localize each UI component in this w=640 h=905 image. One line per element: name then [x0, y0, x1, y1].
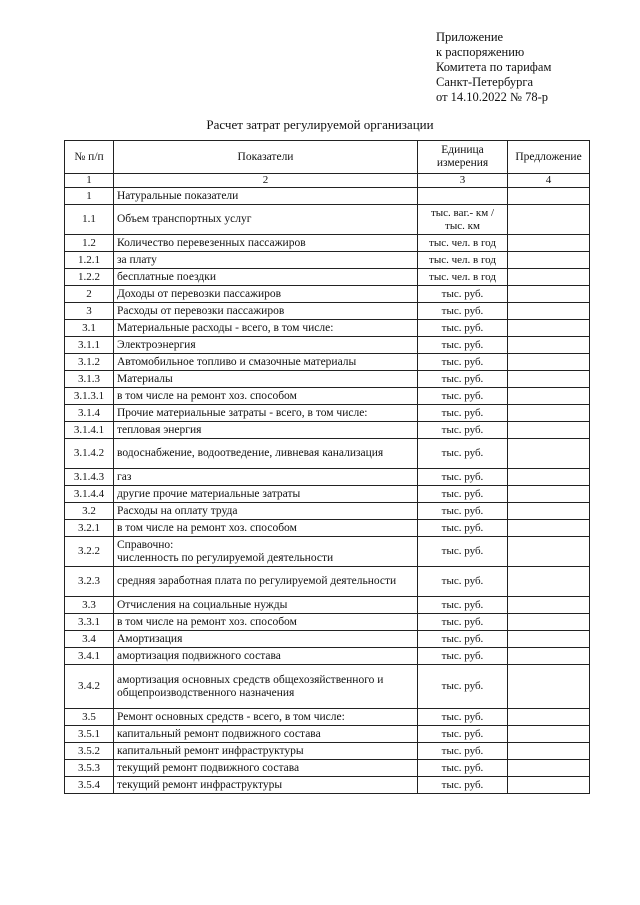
row-indicator: Расходы от перевозки пассажиров	[114, 303, 418, 320]
column-header-number: № п/п	[65, 141, 114, 174]
table-row	[65, 537, 590, 567]
row-indicator: Отчисления на социальные нужды	[114, 597, 418, 614]
row-unit: тыс. руб.	[418, 709, 508, 726]
row-indicator: Доходы от перевозки пассажиров	[114, 286, 418, 303]
row-unit: тыс. руб.	[418, 469, 508, 486]
row-proposal	[508, 188, 590, 205]
row-unit: тыс. руб.	[418, 614, 508, 631]
row-unit: тыс. руб.	[418, 286, 508, 303]
row-unit: тыс. руб.	[418, 486, 508, 503]
table-row	[65, 520, 590, 537]
row-indicator: амортизация основных средств общехозяйственного и общепроизводственного назначения	[114, 665, 418, 709]
row-number: 3.4	[65, 631, 114, 648]
table-row	[65, 320, 590, 337]
row-unit: тыс. руб.	[418, 743, 508, 760]
row-proposal	[508, 665, 590, 709]
table-row	[65, 648, 590, 665]
row-proposal	[508, 614, 590, 631]
row-unit: тыс. чел. в год	[418, 252, 508, 269]
table-row	[65, 469, 590, 486]
row-unit: тыс. ваг.- км / тыс. км	[418, 205, 508, 235]
row-unit: тыс. руб.	[418, 760, 508, 777]
row-number: 3.5.1	[65, 726, 114, 743]
table-row	[65, 303, 590, 320]
row-indicator: Объем транспортных услуг	[114, 205, 418, 235]
row-proposal	[508, 405, 590, 422]
table-row	[65, 371, 590, 388]
table-row	[65, 388, 590, 405]
table-row	[65, 205, 590, 235]
row-proposal	[508, 709, 590, 726]
row-proposal	[508, 503, 590, 520]
row-indicator: Амортизация	[114, 631, 418, 648]
row-number: 3.5	[65, 709, 114, 726]
row-indicator: водоснабжение, водоотведение, ливневая канализация	[114, 439, 418, 469]
row-number: 3	[65, 303, 114, 320]
row-indicator: другие прочие материальные затраты	[114, 486, 418, 503]
row-proposal	[508, 726, 590, 743]
row-indicator: Справочно: численность по регулируемой деятельности	[114, 537, 418, 567]
row-indicator: амортизация подвижного состава	[114, 648, 418, 665]
table-row	[65, 439, 590, 469]
row-unit: тыс. руб.	[418, 777, 508, 794]
row-indicator: в том числе на ремонт хоз. способом	[114, 520, 418, 537]
row-indicator: бесплатные поездки	[114, 269, 418, 286]
row-number: 3.3.1	[65, 614, 114, 631]
table-row	[65, 188, 590, 205]
row-number: 3.1.2	[65, 354, 114, 371]
row-proposal	[508, 252, 590, 269]
row-proposal	[508, 337, 590, 354]
row-proposal	[508, 567, 590, 597]
cost-table	[64, 140, 590, 794]
row-number: 3.1.4.3	[65, 469, 114, 486]
row-proposal	[508, 205, 590, 235]
row-indicator: Материалы	[114, 371, 418, 388]
row-number: 3.5.3	[65, 760, 114, 777]
row-number: 3.1.4.1	[65, 422, 114, 439]
row-indicator: в том числе на ремонт хоз. способом	[114, 614, 418, 631]
table-row	[65, 235, 590, 252]
row-unit: тыс. руб.	[418, 503, 508, 520]
table-row	[65, 743, 590, 760]
row-proposal	[508, 320, 590, 337]
row-unit	[418, 188, 508, 205]
column-header-indicator: Показатели	[114, 141, 418, 174]
column-number-row	[65, 174, 590, 188]
table-row	[65, 503, 590, 520]
table-header-row	[65, 141, 590, 174]
row-indicator: Натуральные показатели	[114, 188, 418, 205]
row-number: 1.2.1	[65, 252, 114, 269]
header-line: Комитета по тарифам	[436, 60, 552, 74]
row-unit: тыс. руб.	[418, 597, 508, 614]
row-number: 3.2	[65, 503, 114, 520]
row-indicator: текущий ремонт инфраструктуры	[114, 777, 418, 794]
table-row	[65, 405, 590, 422]
row-indicator: Прочие материальные затраты - всего, в том числе:	[114, 405, 418, 422]
column-header-unit: Единица измерения	[418, 141, 508, 174]
table-row	[65, 422, 590, 439]
row-proposal	[508, 631, 590, 648]
approval-header	[436, 30, 551, 105]
row-number: 3.1.4.2	[65, 439, 114, 469]
row-indicator: газ	[114, 469, 418, 486]
row-number: 3.2.2	[65, 537, 114, 567]
row-number: 1.2	[65, 235, 114, 252]
row-proposal	[508, 303, 590, 320]
row-indicator: Материальные расходы - всего, в том числе:	[114, 320, 418, 337]
row-unit: тыс. руб.	[418, 648, 508, 665]
table-row	[65, 486, 590, 503]
row-unit: тыс. чел. в год	[418, 235, 508, 252]
row-unit: тыс. руб.	[418, 320, 508, 337]
row-proposal	[508, 537, 590, 567]
row-proposal	[508, 388, 590, 405]
row-number: 3.1.3	[65, 371, 114, 388]
row-indicator: Количество перевезенных пассажиров	[114, 235, 418, 252]
row-indicator: Ремонт основных средств - всего, в том числе:	[114, 709, 418, 726]
table-row	[65, 631, 590, 648]
table-row	[65, 269, 590, 286]
header-line: Приложение	[436, 30, 504, 44]
row-unit: тыс. чел. в год	[418, 269, 508, 286]
header-line: от 14.10.2022 № 78-р	[436, 90, 549, 104]
row-proposal	[508, 469, 590, 486]
row-number: 3.5.2	[65, 743, 114, 760]
row-proposal	[508, 486, 590, 503]
row-number: 3.4.2	[65, 665, 114, 709]
row-proposal	[508, 760, 590, 777]
row-unit: тыс. руб.	[418, 303, 508, 320]
row-proposal	[508, 286, 590, 303]
table-row	[65, 567, 590, 597]
row-indicator: текущий ремонт подвижного состава	[114, 760, 418, 777]
row-number: 3.5.4	[65, 777, 114, 794]
row-proposal	[508, 235, 590, 252]
row-unit: тыс. руб.	[418, 631, 508, 648]
table-body	[65, 188, 590, 794]
header-line: Санкт-Петербурга	[436, 75, 534, 89]
column-header-proposal: Предложение	[508, 141, 590, 174]
row-indicator: средняя заработная плата по регулируемой деятельности	[114, 567, 418, 597]
row-proposal	[508, 439, 590, 469]
table-row	[65, 726, 590, 743]
row-number: 3.1	[65, 320, 114, 337]
document-title: Расчет затрат регулируемой организации	[206, 117, 434, 132]
row-indicator: тепловая энергия	[114, 422, 418, 439]
row-unit: тыс. руб.	[418, 422, 508, 439]
header-line: к распоряжению	[436, 45, 525, 59]
table-row	[65, 709, 590, 726]
row-number: 2	[65, 286, 114, 303]
row-number: 3.2.1	[65, 520, 114, 537]
table-row	[65, 252, 590, 269]
row-proposal	[508, 354, 590, 371]
row-unit: тыс. руб.	[418, 371, 508, 388]
column-number: 1	[65, 174, 114, 188]
row-number: 1.2.2	[65, 269, 114, 286]
row-indicator: за плату	[114, 252, 418, 269]
column-number: 2	[114, 174, 418, 188]
row-indicator: капитальный ремонт инфраструктуры	[114, 743, 418, 760]
row-unit: тыс. руб.	[418, 537, 508, 567]
row-number: 3.1.4	[65, 405, 114, 422]
row-unit: тыс. руб.	[418, 665, 508, 709]
row-unit: тыс. руб.	[418, 388, 508, 405]
row-number: 1.1	[65, 205, 114, 235]
column-number: 4	[508, 174, 590, 188]
row-proposal	[508, 520, 590, 537]
row-number: 3.1.3.1	[65, 388, 114, 405]
row-proposal	[508, 371, 590, 388]
table-row	[65, 777, 590, 794]
row-proposal	[508, 648, 590, 665]
row-indicator: в том числе на ремонт хоз. способом	[114, 388, 418, 405]
row-number: 3.1.4.4	[65, 486, 114, 503]
row-unit: тыс. руб.	[418, 567, 508, 597]
row-number: 3.3	[65, 597, 114, 614]
table-row	[65, 665, 590, 709]
table-row	[65, 597, 590, 614]
row-proposal	[508, 777, 590, 794]
row-unit: тыс. руб.	[418, 520, 508, 537]
row-unit: тыс. руб.	[418, 439, 508, 469]
row-proposal	[508, 422, 590, 439]
table-row	[65, 614, 590, 631]
table-row	[65, 286, 590, 303]
row-proposal	[508, 743, 590, 760]
table-row	[65, 354, 590, 371]
row-number: 3.2.3	[65, 567, 114, 597]
row-proposal	[508, 269, 590, 286]
row-indicator: Автомобильное топливо и смазочные материалы	[114, 354, 418, 371]
row-indicator: капитальный ремонт подвижного состава	[114, 726, 418, 743]
table-row	[65, 760, 590, 777]
row-unit: тыс. руб.	[418, 726, 508, 743]
row-unit: тыс. руб.	[418, 337, 508, 354]
row-unit: тыс. руб.	[418, 354, 508, 371]
row-number: 3.1.1	[65, 337, 114, 354]
row-indicator: Расходы на оплату труда	[114, 503, 418, 520]
column-number: 3	[418, 174, 508, 188]
table-row	[65, 337, 590, 354]
row-proposal	[508, 597, 590, 614]
row-indicator: Электроэнергия	[114, 337, 418, 354]
row-number: 3.4.1	[65, 648, 114, 665]
row-unit: тыс. руб.	[418, 405, 508, 422]
row-number: 1	[65, 188, 114, 205]
